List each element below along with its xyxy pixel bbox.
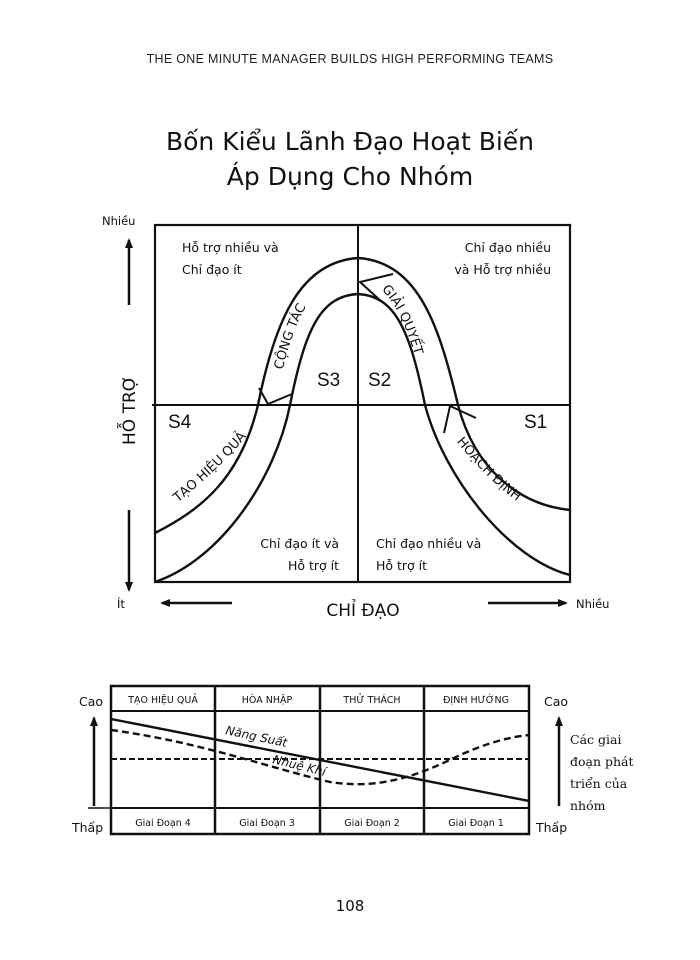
x-axis-label: CHỈ ĐẠO xyxy=(326,601,400,621)
band-label-s4: TẠO HIỆU QUẢ xyxy=(170,429,250,506)
style-code-s1: S1 xyxy=(524,412,548,433)
column-header-integration: HÒA NHẬP xyxy=(241,695,293,706)
quadrant-top-right-line1: Chỉ đạo nhiều xyxy=(464,240,551,255)
y-axis-high-label: Nhiều xyxy=(102,214,136,228)
right-axis-caption-line3: triển của xyxy=(570,776,628,791)
y-axis-label: HỖ TRỢ xyxy=(120,375,140,445)
band-label-s2: GIẢI QUYẾT xyxy=(378,282,426,357)
quadrant-bottom-right-line2: Hỗ trợ ít xyxy=(376,558,428,573)
stage-label-1: Giai Đoạn 1 xyxy=(448,818,504,829)
band-inner-curve xyxy=(155,294,570,582)
x-axis-high-label: Nhiều xyxy=(576,597,610,611)
team-development-chart xyxy=(71,686,634,835)
column-header-dissatisfaction: THỬ THÁCH xyxy=(343,695,401,706)
quadrant-bottom-left-line2: Hỗ trợ ít xyxy=(287,558,339,573)
quadrant-bottom-right-line1: Chỉ đạo nhiều và xyxy=(376,536,482,551)
page-number: 108 xyxy=(335,897,365,915)
stage-label-3: Giai Đoạn 3 xyxy=(239,818,295,829)
column-header-performing: TẠO HIỆU QUẢ xyxy=(128,695,198,706)
band-separator-s2-s1 xyxy=(444,406,476,433)
left-axis-high-label: Cao xyxy=(79,694,104,709)
leadership-curve-band xyxy=(155,258,570,582)
stage-label-2: Giai Đoạn 2 xyxy=(344,818,400,829)
right-axis-caption-line1: Các giai xyxy=(570,732,622,747)
quadrant-bottom-left-line1: Chỉ đạo ít và xyxy=(260,536,339,551)
column-header-orientation: ĐỊNH HƯỚNG xyxy=(443,695,509,706)
quadrant-top-left-line1: Hỗ trợ nhiều và xyxy=(182,240,279,255)
leadership-styles-diagram xyxy=(102,214,609,621)
left-axis-low-label: Thấp xyxy=(72,820,104,835)
title-line-1: Bốn Kiểu Lãnh Đạo Hoạt Biến xyxy=(165,127,535,156)
band-label-s3: CỘNG TÁC xyxy=(271,301,310,371)
quadrant-top-right-line2: và Hỗ trợ nhiều xyxy=(454,262,551,277)
style-code-s3: S3 xyxy=(317,370,341,391)
band-label-s1: HOẠCH ĐỊNH xyxy=(453,434,524,505)
right-axis-high-label: Cao xyxy=(544,694,569,709)
title-line-2: Áp Dụng Cho Nhóm xyxy=(226,162,474,191)
band-separator-s4-s3 xyxy=(259,388,292,404)
stage-label-4: Giai Đoạn 4 xyxy=(135,818,191,829)
productivity-line-label: Năng Suất xyxy=(224,723,289,750)
quadrant-top-left-line2: Chỉ đạo ít xyxy=(182,262,242,277)
style-code-s2: S2 xyxy=(368,370,392,391)
right-axis-caption-line4: nhóm xyxy=(570,798,606,813)
y-axis-low-label: Ít xyxy=(117,597,125,611)
right-axis-low-label: Thấp xyxy=(536,820,568,835)
diagram-frame xyxy=(155,225,570,582)
running-head: THE ONE MINUTE MANAGER BUILDS HIGH PERFORMING TEAMS xyxy=(146,52,554,66)
style-code-s4: S4 xyxy=(168,412,192,433)
right-axis-caption-line2: đoạn phát xyxy=(570,754,634,769)
morale-line-label: Nhuệ Khí xyxy=(271,752,328,780)
